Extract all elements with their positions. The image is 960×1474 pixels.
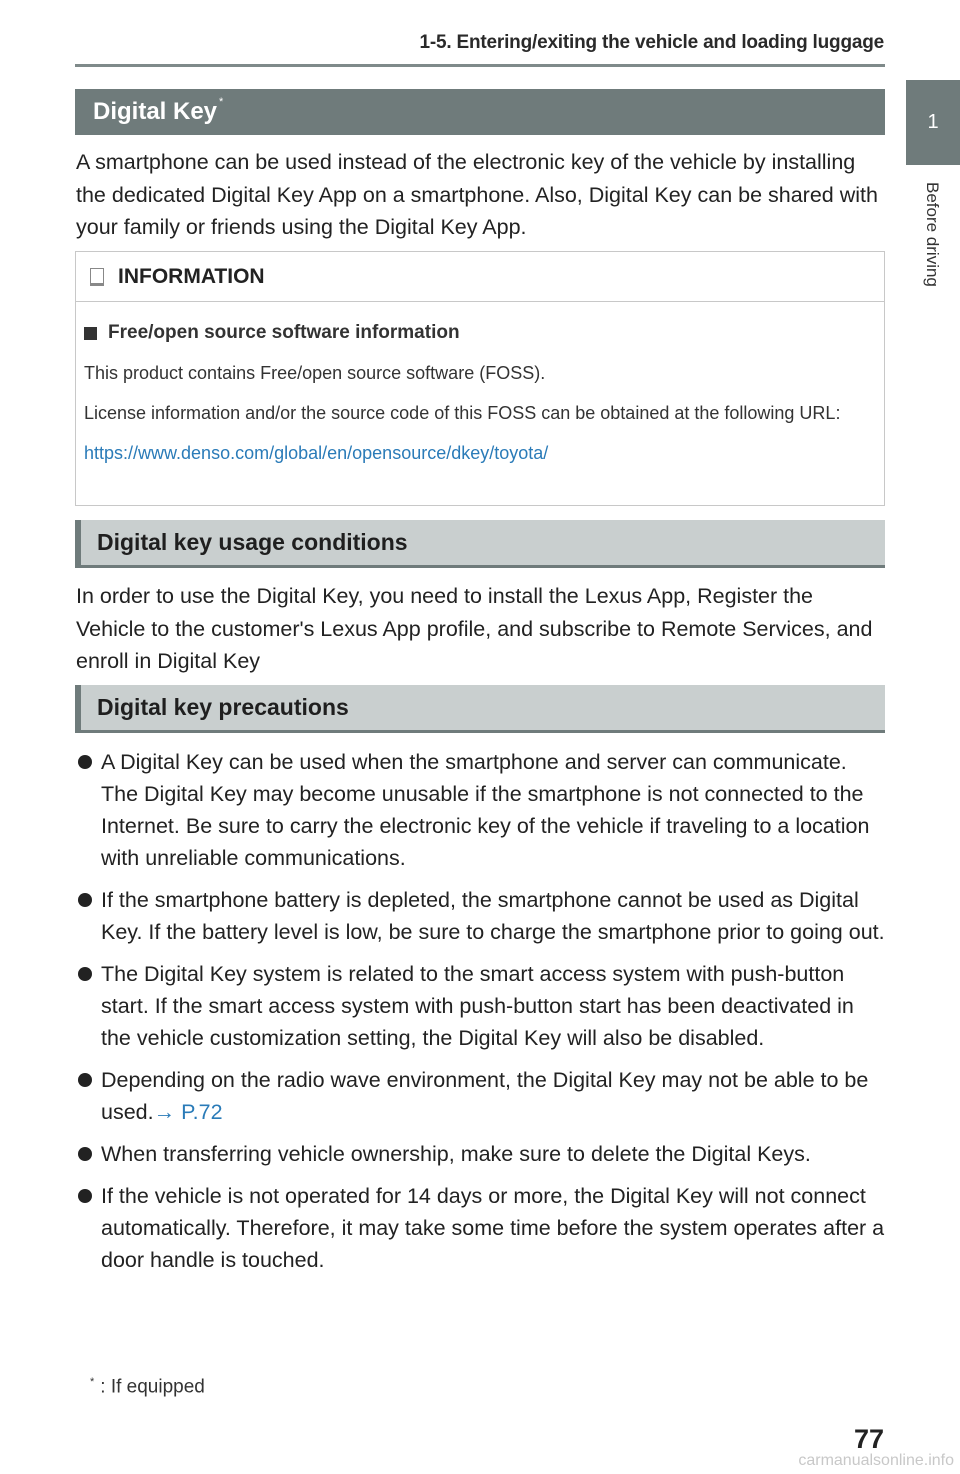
section-title: Digital Key bbox=[93, 98, 218, 125]
list-item bbox=[76, 884, 886, 948]
chapter-tab-number: 1 bbox=[927, 111, 939, 133]
bullet-dot-icon bbox=[78, 967, 92, 981]
list-item-text: If the vehicle is not operated for 14 days or more, the Digital Key will not connect automatically. Therefore, it may take some time before the system operates after a door handle is touched. bbox=[101, 1184, 885, 1272]
information-heading: INFORMATION bbox=[118, 264, 265, 288]
chapter-tab-label: Before driving bbox=[923, 182, 942, 287]
watermark: carmanualsonline.info bbox=[798, 1452, 954, 1469]
chapter-title: 1-5. Entering/exiting the vehicle and loading luggage bbox=[419, 32, 884, 53]
square-bullet-icon bbox=[84, 327, 97, 340]
footnote-text: : If equipped bbox=[100, 1376, 205, 1398]
bullet-dot-icon bbox=[78, 893, 92, 907]
bullet-dot-icon bbox=[78, 1147, 92, 1161]
list-item bbox=[76, 1138, 886, 1170]
intro-paragraph: A smartphone can be used instead of the electronic key of the vehicle by installing the dedicated Digital Key App on a smartphone. Also, Digital Key can be shared with your family or friends using the Digital Key App. bbox=[76, 150, 878, 239]
information-box bbox=[75, 251, 885, 506]
bullet-dot-icon bbox=[78, 1073, 92, 1087]
bullet-dot-icon bbox=[78, 755, 92, 769]
footnote-marker: * bbox=[90, 1376, 95, 1388]
list-item-text: If the smartphone battery is depleted, the smartphone cannot be used as Digital Key. If the battery level is low, be sure to charge the smartphone prior to going out. bbox=[101, 888, 885, 944]
header-rule bbox=[75, 64, 885, 67]
information-subheading-text: Free/open source software information bbox=[108, 322, 460, 343]
information-body bbox=[76, 302, 884, 467]
information-header bbox=[76, 252, 884, 302]
information-icon bbox=[90, 268, 104, 286]
section-heading-precautions: Digital key precautions bbox=[75, 685, 885, 733]
list-item-text: Depending on the radio wave environment, the Digital Key may not be able to be used. bbox=[101, 1068, 869, 1124]
list-item-text: A Digital Key can be used when the smartphone and server can communicate. The Digital Key may become unusable if the smartphone is not connected to the Internet. Be sure to carry the electronic key of the vehicle if traveling to a location with unreliable communications. bbox=[101, 750, 870, 870]
information-subheading bbox=[84, 322, 876, 344]
information-paragraph: License information and/or the source code of this FOSS can be obtained at the following URL: bbox=[84, 403, 841, 423]
list-item bbox=[76, 958, 886, 1054]
section-heading-usage: Digital key usage conditions bbox=[75, 520, 885, 568]
list-item bbox=[76, 746, 886, 874]
information-paragraph: This product contains Free/open source software (FOSS). bbox=[84, 363, 546, 383]
section-heading-digital-key bbox=[75, 89, 885, 135]
list-item bbox=[76, 1180, 886, 1276]
footnote bbox=[90, 1376, 205, 1398]
usage-paragraph: In order to use the Digital Key, you need to install the Lexus App, Register the Vehicle to the customer's Lexus App profile, and subscribe to Remote Services, and enroll in Digital Key bbox=[76, 584, 873, 673]
list-item bbox=[76, 1064, 886, 1128]
bullet-dot-icon bbox=[78, 1189, 92, 1203]
foss-url-link[interactable]: https://www.denso.com/global/en/opensource/dkey/toyota/ bbox=[84, 443, 549, 463]
page-reference-link[interactable]: → P.72 bbox=[153, 1100, 223, 1124]
list-item-text: The Digital Key system is related to the smart access system with push-button start. If the smart access system with push-button start has been deactivated in the vehicle customization setting, the Digital Key will also be disabled. bbox=[101, 962, 854, 1050]
precautions-list bbox=[76, 746, 886, 1286]
list-item-text: When transferring vehicle ownership, make sure to delete the Digital Keys. bbox=[101, 1142, 811, 1166]
page-number: 77 bbox=[853, 1424, 884, 1454]
chapter-tab[interactable] bbox=[906, 80, 960, 165]
asterisk-marker: * bbox=[219, 96, 224, 108]
